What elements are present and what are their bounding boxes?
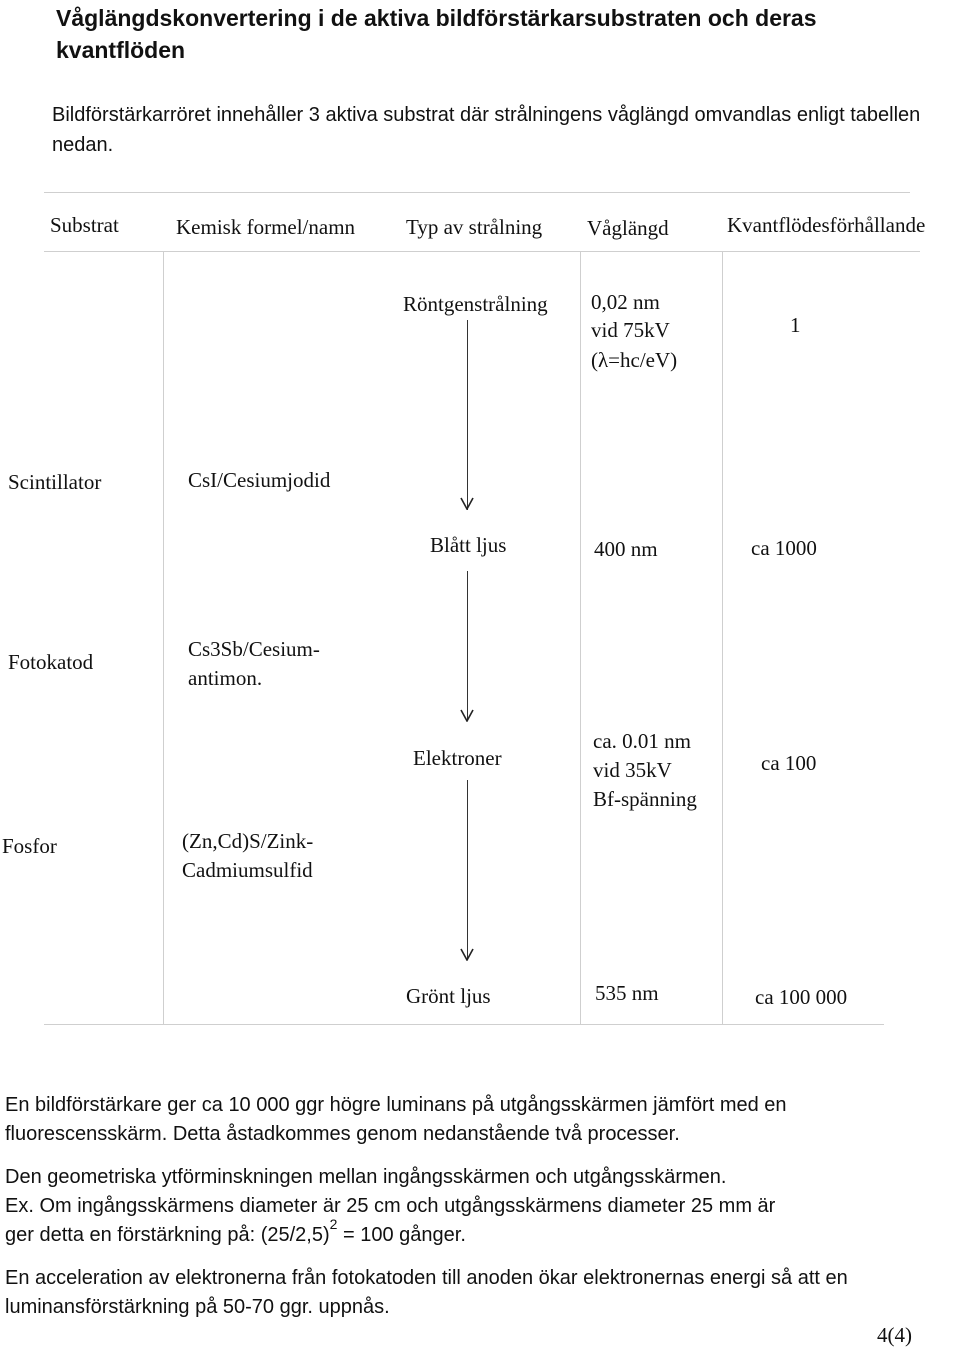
xray-type: Röntgenstrålning bbox=[403, 292, 548, 316]
flow-line-2 bbox=[467, 571, 468, 721]
xray-ratio: 1 bbox=[790, 313, 801, 337]
page-title: Våglängdskonvertering i de aktiva bildförstärkarsubstraten och deras kvantflöden bbox=[56, 5, 817, 63]
phosphor-formula-line-1: (Zn,Cd)S/Zink- bbox=[182, 829, 314, 853]
header-typ-av-stralning: Typ av strålning bbox=[406, 215, 543, 239]
xray-wavelength-line-3: (λ=hc/eV) bbox=[591, 348, 678, 372]
table-bottom-border bbox=[44, 1024, 884, 1025]
green-light-ratio: ca 100 000 bbox=[755, 985, 848, 1009]
photocathode-substrate: Fotokatod bbox=[8, 650, 94, 674]
paragraph-geometric-line-2: Ex. Om ingångsskärmens diameter är 25 cm och utgångsskärmens diameter 25 mm är bbox=[5, 1195, 776, 1217]
electrons-type: Elektroner bbox=[413, 746, 502, 770]
header-kvantflode: Kvantflödesförhållande bbox=[727, 213, 926, 237]
page-number: 4(4) bbox=[877, 1323, 912, 1347]
green-light-type: Grönt ljus bbox=[406, 984, 491, 1008]
photocathode-formula-line-2: antimon. bbox=[188, 666, 263, 690]
blue-light-wavelength: 400 nm bbox=[594, 537, 658, 561]
paragraph-acceleration: En acceleration av elektronerna från fotokatoden till anoden ökar elektronernas energi så att en luminansförstärkning på 50-70 ggr. uppnås. bbox=[5, 1267, 848, 1318]
electrons-wavelength-line-2: vid 35kV bbox=[593, 758, 672, 782]
formula-result: = 100 gånger. bbox=[337, 1224, 466, 1246]
phosphor-formula-line-2: Cadmiumsulfid bbox=[182, 858, 313, 882]
header-kemisk-formel: Kemisk formel/namn bbox=[176, 215, 356, 239]
paragraph-geometric-line-1: Den geometriska ytförminskningen mellan ingångsskärmen och utgångsskärmen. bbox=[5, 1166, 727, 1188]
blue-light-type: Blått ljus bbox=[430, 533, 507, 557]
column-divider-2 bbox=[580, 252, 581, 1024]
flow-line-1 bbox=[467, 320, 468, 510]
table-top-border bbox=[44, 192, 910, 193]
column-divider-1 bbox=[163, 252, 164, 1024]
paragraph-geometric-line-3 bbox=[5, 1216, 466, 1250]
flow-line-3 bbox=[467, 780, 468, 960]
header-vaglangd: Våglängd bbox=[587, 216, 669, 240]
intro-text: Bildförstärkarröret innehåller 3 aktiva substrat där strålningens våglängd omvandlas enligt tabellen nedan. bbox=[52, 104, 921, 156]
photocathode-formula-line-1: Cs3Sb/Cesium- bbox=[188, 637, 320, 661]
exponent: 2 bbox=[329, 1216, 338, 1233]
column-divider-3 bbox=[722, 252, 723, 1024]
phosphor-substrate: Fosfor bbox=[2, 834, 57, 858]
xray-wavelength-line-2: vid 75kV bbox=[591, 318, 670, 342]
table-header-border bbox=[44, 251, 920, 252]
green-light-wavelength: 535 nm bbox=[595, 981, 659, 1005]
formula-text: ger detta en förstärkning på: (25/2,5) bbox=[5, 1224, 330, 1246]
arrow-down-icon bbox=[460, 947, 474, 961]
scintillator-substrate: Scintillator bbox=[8, 470, 102, 494]
electrons-wavelength-line-1: ca. 0.01 nm bbox=[593, 729, 691, 753]
scintillator-formula: CsI/Cesiumjodid bbox=[188, 468, 331, 492]
blue-light-ratio: ca 1000 bbox=[751, 536, 817, 560]
xray-wavelength-line-1: 0,02 nm bbox=[591, 290, 660, 314]
electrons-ratio: ca 100 bbox=[761, 751, 817, 775]
paragraph-luminance: En bildförstärkare ger ca 10 000 ggr högre luminans på utgångsskärmen jämfört med en fluorescensskärm. Detta åstadkommes genom nedanstående två processer. bbox=[5, 1094, 787, 1145]
arrow-down-icon bbox=[460, 708, 474, 722]
electrons-wavelength-line-3: Bf-spänning bbox=[593, 787, 697, 811]
header-substrat: Substrat bbox=[50, 213, 119, 237]
arrow-down-icon bbox=[460, 496, 474, 510]
